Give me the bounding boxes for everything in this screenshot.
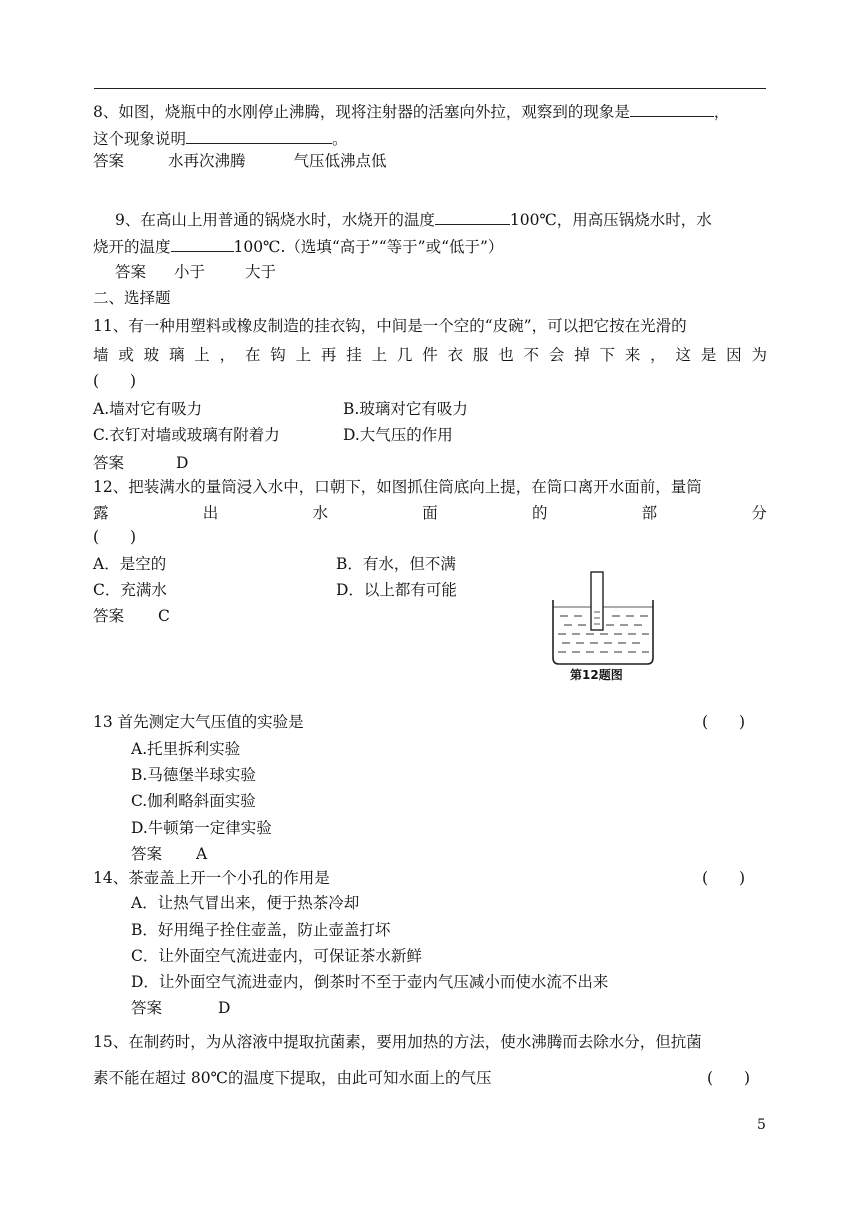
- q9-answer: 答案 小于 大于: [115, 263, 277, 281]
- q9-line2: 烧开的温度 100℃.（选填“高于”“等于”或“低于”）: [93, 235, 503, 257]
- q11-option-c: C.衣钉对墙或玻璃有附着力: [93, 426, 280, 444]
- q8-blank-2: [186, 127, 332, 144]
- q12-answer: 答案 C: [93, 607, 170, 625]
- q12-option-d: D．以上都有可能: [336, 581, 457, 599]
- q8-answer: 答案 水再次沸腾 气压低沸点低: [93, 152, 387, 170]
- q12-answer-paren: ( ): [93, 528, 137, 546]
- q8-blank-1: [630, 100, 714, 117]
- q9-blank-1: [435, 208, 510, 225]
- q13-option-a: A.托里拆利实验: [131, 740, 241, 758]
- q12-line2: 露 出 水 面 的 部 分: [93, 504, 767, 522]
- q15-line1: 15、在制药时，为从溶液中提取抗菌素，要用加热的方法，使水沸腾而去除水分，但抗菌: [93, 1033, 702, 1051]
- q9-blank-2: [171, 235, 234, 252]
- q11-line1: 11、有一种用塑料或橡皮制造的挂衣钩，中间是一个空的“皮碗”，可以把它按在光滑的: [93, 317, 687, 335]
- figure-caption: 第12题图: [570, 668, 623, 682]
- q14-answer: 答案 D: [131, 999, 231, 1017]
- q11-answer-paren: ( ): [93, 372, 137, 390]
- section-title: 二、选择题: [93, 289, 171, 307]
- q13-answer: 答案 A: [131, 845, 208, 863]
- q11-line2: 墙或玻璃上，在钩上再挂上几件衣服也不会掉下来，这是因为: [93, 346, 767, 364]
- q8-line1: 8、如图，烧瓶中的水刚停止沸腾，现将注射器的活塞向外拉，观察到的现象是 ，: [93, 100, 729, 122]
- q9-line1: 9、在高山上用普通的锅烧水时，水烧开的温度 100℃，用高压锅烧水时，水: [115, 208, 712, 230]
- q12-option-a: A．是空的: [93, 555, 167, 573]
- q13-stem: 13 首先测定大气压值的实验是: [93, 713, 304, 731]
- q14-option-b: B．好用绳子拴住壶盖，防止壶盖打坏: [131, 921, 391, 939]
- q13-option-c: C.伽利略斜面实验: [131, 792, 256, 810]
- q11-option-d: D.大气压的作用: [343, 426, 453, 444]
- q12-option-b: B．有水，但不满: [336, 555, 456, 573]
- q13-option-b: B.马德堡半球实验: [131, 766, 256, 784]
- page-number: 5: [757, 1117, 766, 1133]
- q13-option-d: D.牛顿第一定律实验: [131, 819, 272, 837]
- q12-figure: [548, 570, 658, 684]
- q11-answer: 答案 D: [93, 454, 189, 472]
- q14-option-d: D．让外面空气流进壶内，倒茶时不至于壶内气压减小而使水流不出来: [131, 973, 609, 991]
- q14-option-c: C．让外面空气流进壶内，可保证茶水新鲜: [131, 947, 422, 965]
- q15-answer-paren: ( ): [707, 1069, 751, 1087]
- q13-answer-paren: ( ): [702, 713, 746, 731]
- q14-stem: 14、茶壶盖上开一个小孔的作用是: [93, 869, 330, 887]
- q14-answer-paren: ( ): [702, 869, 746, 887]
- q12-option-c: C．充满水: [93, 581, 167, 599]
- header-rule: [94, 88, 766, 89]
- q14-option-a: A．让热气冒出来，便于热茶冷却: [131, 894, 360, 912]
- q15-line2: 素不能在超过 80℃的温度下提取，由此可知水面上的气压: [93, 1069, 492, 1087]
- q12-line1: 12、把装满水的量筒浸入水中，口朝下，如图抓住筒底向上提，在筒口离开水面前，量筒: [93, 478, 702, 496]
- q8-line2: 这个现象说明 。: [93, 127, 348, 149]
- q11-option-a: A.墙对它有吸力: [93, 400, 203, 418]
- q11-option-b: B.玻璃对它有吸力: [343, 400, 468, 418]
